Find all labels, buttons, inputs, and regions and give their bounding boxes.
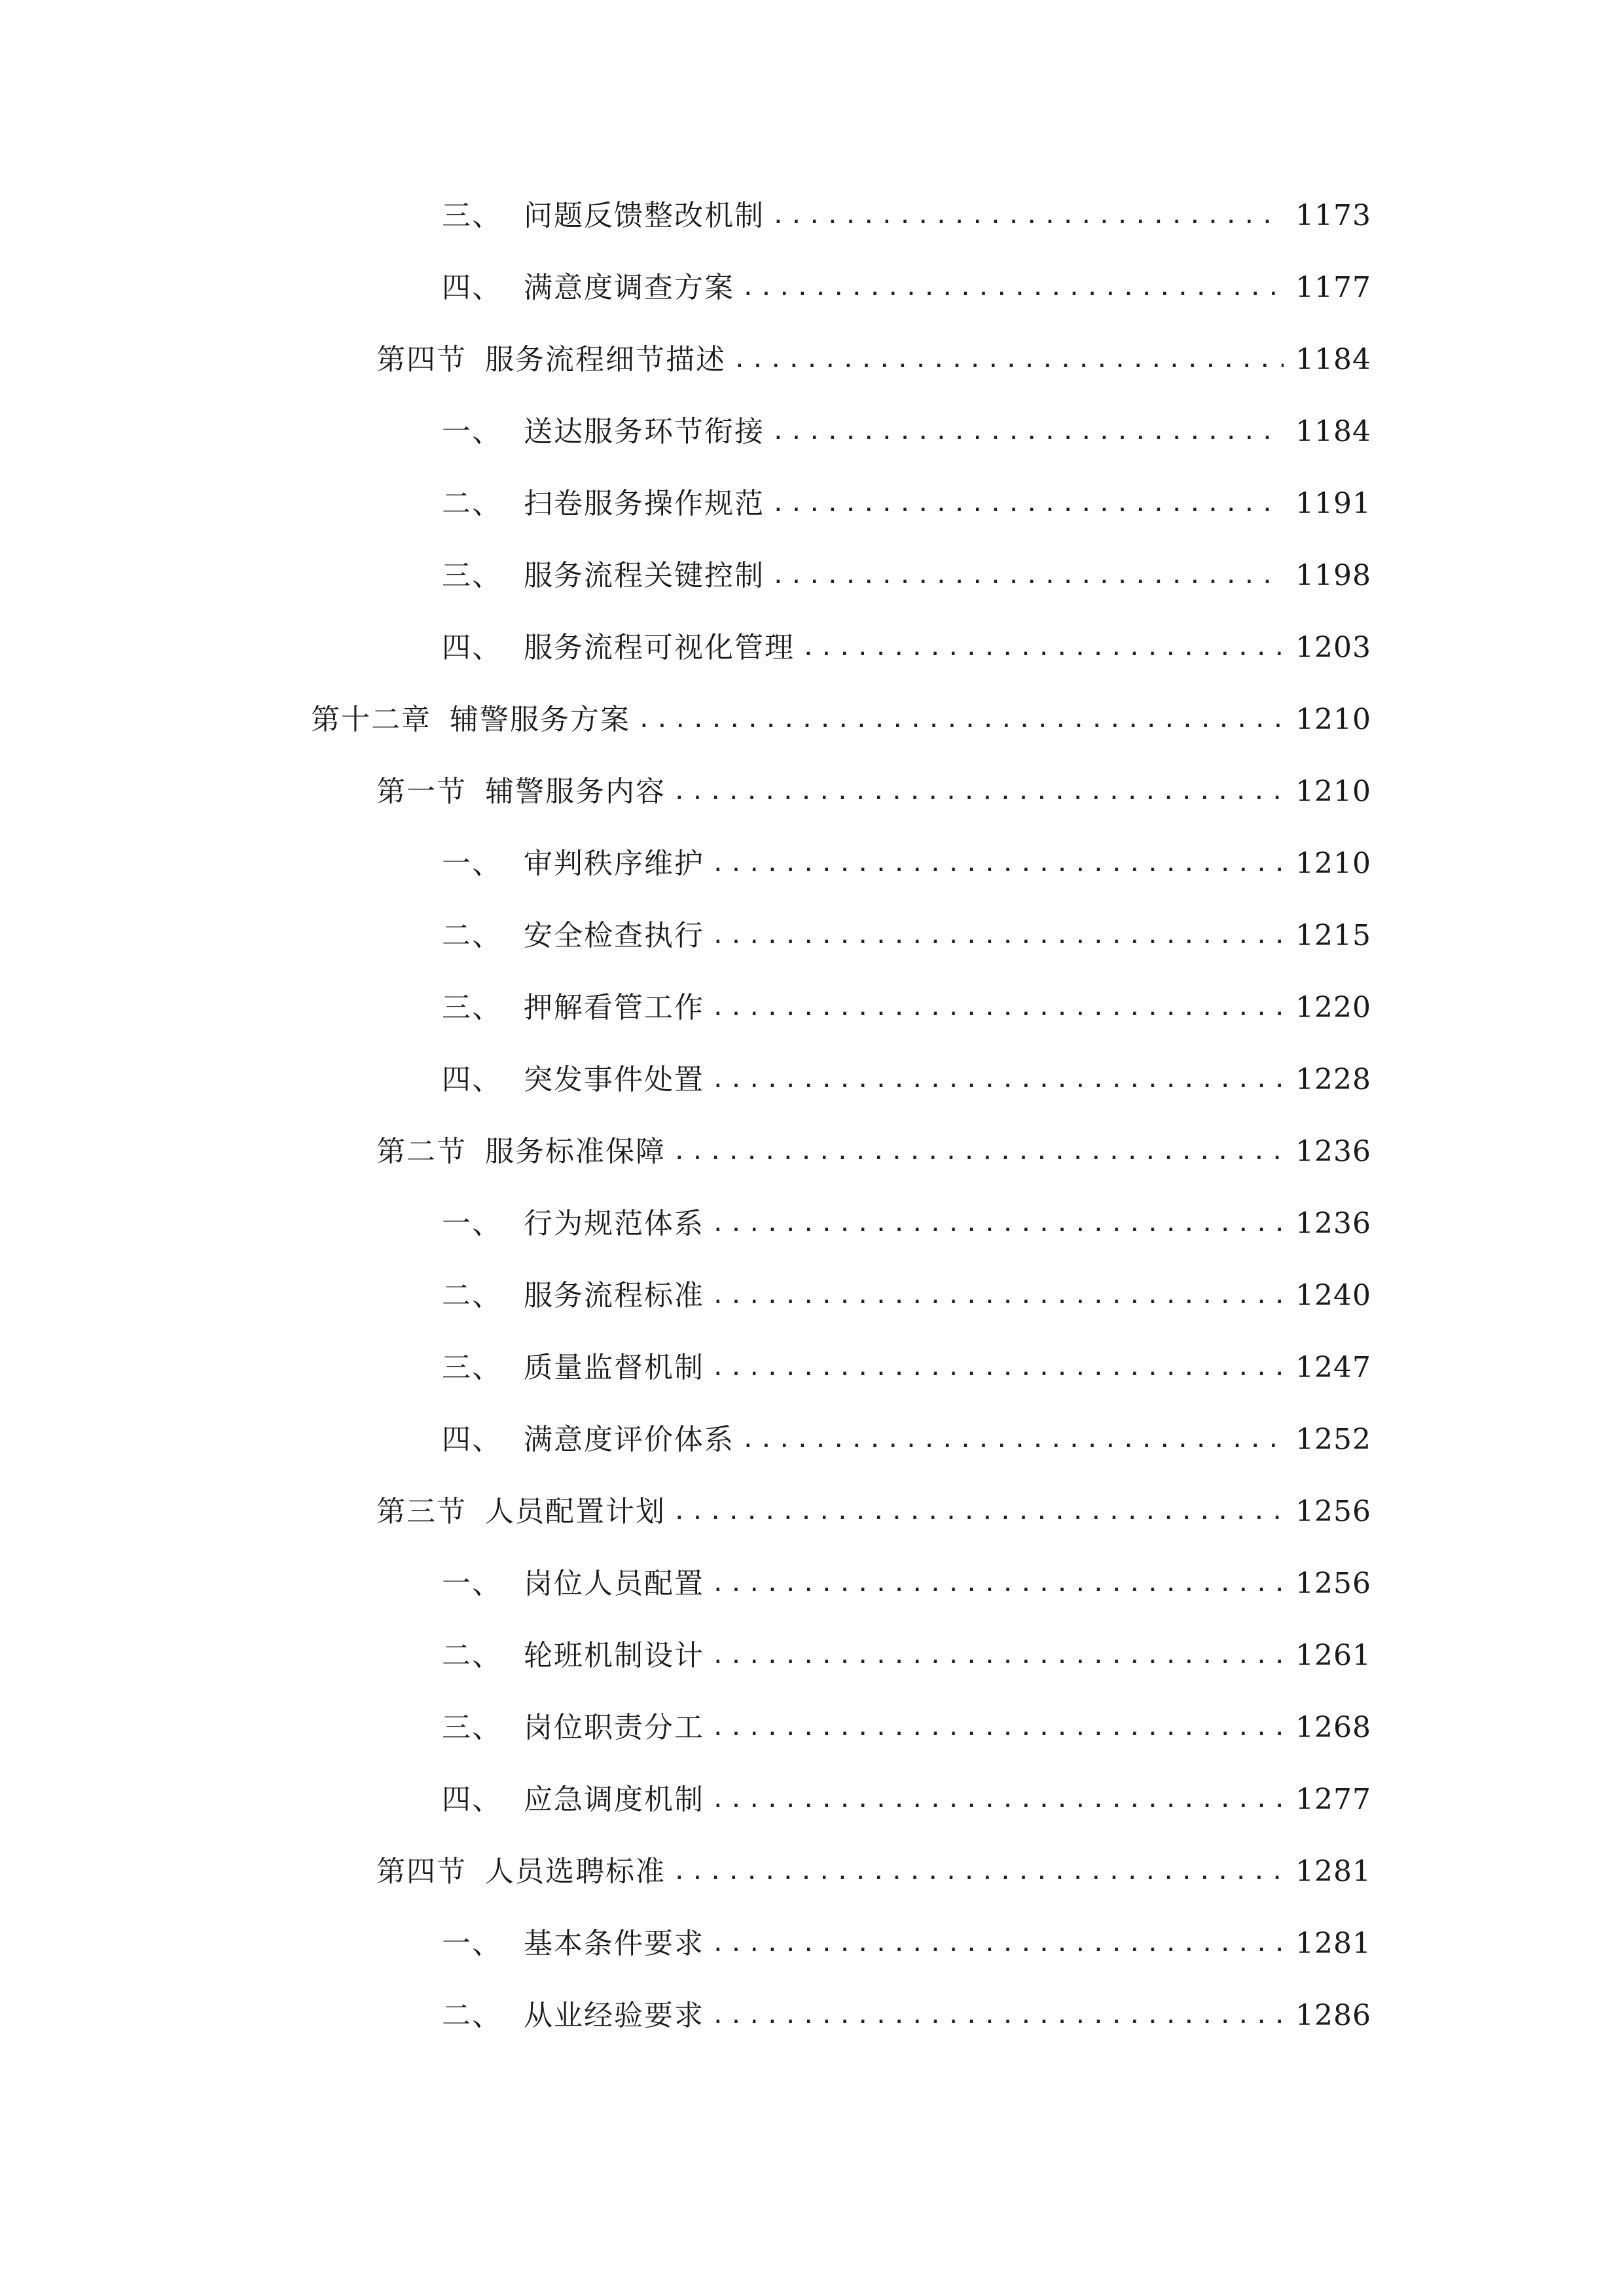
toc-entry-title: 从业经验要求 [524,1999,704,2032]
toc-entry-title: 轮班机制设计 [524,1639,704,1672]
toc-entry-number: 二、 [442,1279,502,1312]
toc-dot-leader [711,1990,1284,2042]
toc-page-number: 1286 [1295,1999,1371,2032]
toc-entry-title: 扫卷服务操作规范 [524,487,765,520]
toc-page-number: 1203 [1295,631,1371,664]
toc-page-number: 1247 [1295,1351,1371,1384]
toc-dot-leader [672,1126,1284,1178]
toc-section-entry[interactable] [376,1486,1371,1538]
toc-entry[interactable] [442,550,1371,602]
toc-page-number: 1210 [1295,775,1371,808]
toc-entry[interactable] [442,190,1371,242]
toc-entry-number: 一、 [442,415,502,448]
toc-entry[interactable] [442,982,1371,1034]
toc-entry-number: 四、 [442,1783,502,1816]
toc-dot-leader [672,1846,1284,1898]
toc-entry[interactable] [442,1990,1371,2042]
toc-entry-number: 三、 [442,1711,502,1744]
toc-entry[interactable] [442,838,1371,890]
toc-page-number: 1220 [1295,991,1371,1024]
toc-dot-leader [741,1414,1284,1466]
toc-entry-number: 三、 [442,199,502,232]
toc-dot-leader [732,334,1284,386]
toc-page-number: 1228 [1295,1063,1371,1096]
toc-section-number: 第一节 [376,775,467,808]
toc-section-entry[interactable] [376,1846,1371,1898]
toc-chapter-number: 第十二章 [311,703,431,736]
toc-entry-title: 应急调度机制 [524,1783,704,1816]
toc-entry[interactable] [442,1270,1371,1322]
toc-dot-leader [711,1342,1284,1394]
toc-page-number: 1210 [1295,847,1371,880]
toc-entry-number: 四、 [442,1063,502,1096]
toc-page-number: 1191 [1295,487,1371,520]
toc-section-number: 第三节 [376,1495,467,1528]
toc-page-number: 1268 [1295,1711,1371,1744]
toc-entry-number: 二、 [442,1999,502,2032]
toc-entry-title: 行为规范体系 [524,1207,704,1240]
toc-entry-number: 三、 [442,559,502,592]
toc-section-number: 第四节 [376,343,467,376]
toc-entry[interactable] [442,478,1371,530]
toc-dot-leader [711,982,1284,1034]
toc-entry[interactable] [442,1558,1371,1610]
toc-entry-title: 服务流程可视化管理 [524,631,795,664]
toc-entry-number: 四、 [442,631,502,664]
toc-section-title: 人员选聘标准 [485,1855,666,1888]
toc-section-title: 人员配置计划 [485,1495,666,1528]
toc-entry[interactable] [442,406,1371,458]
toc-page-number: 1236 [1295,1135,1371,1168]
toc-dot-leader [771,406,1284,458]
toc-entry[interactable] [442,1198,1371,1250]
toc-entry-number: 一、 [442,847,502,880]
toc-page-number: 1240 [1295,1279,1371,1312]
toc-page-number: 1256 [1295,1495,1371,1528]
toc-dot-leader [672,766,1284,818]
toc-entry[interactable] [442,1774,1371,1826]
toc-dot-leader [711,1198,1284,1250]
toc-entry-title: 岗位人员配置 [524,1567,704,1600]
toc-page-number: 1215 [1295,919,1371,952]
toc-page-number: 1256 [1295,1567,1371,1600]
toc-entry-title: 质量监督机制 [524,1351,704,1384]
toc-entry-number: 一、 [442,1207,502,1240]
toc-entry-title: 服务流程标准 [524,1279,704,1312]
toc-chapter-entry[interactable] [311,694,1371,746]
toc-page-number: 1184 [1295,415,1371,448]
toc-entry-number: 三、 [442,991,502,1024]
toc-chapter-title: 辅警服务方案 [450,703,630,736]
toc-page-number: 1210 [1295,703,1371,736]
toc-entry-number: 二、 [442,1639,502,1672]
toc-section-entry[interactable] [376,334,1371,386]
toc-section-entry[interactable] [376,1126,1371,1178]
toc-entry-number: 二、 [442,487,502,520]
toc-entry-title: 突发事件处置 [524,1063,704,1096]
toc-entry-title: 满意度评价体系 [524,1423,734,1456]
toc-entry[interactable] [442,1702,1371,1754]
toc-section-title: 服务标准保障 [485,1135,666,1168]
toc-dot-leader [711,1270,1284,1322]
toc-entry-number: 一、 [442,1567,502,1600]
toc-section-number: 第二节 [376,1135,467,1168]
toc-dot-leader [711,1918,1284,1970]
toc-entry[interactable] [442,262,1371,314]
toc-entry-number: 四、 [442,1423,502,1456]
toc-entry-title: 基本条件要求 [524,1927,704,1960]
toc-dot-leader [711,1774,1284,1826]
toc-page-number: 1184 [1295,343,1371,376]
toc-entry-title: 服务流程关键控制 [524,559,765,592]
toc-page-number: 1281 [1295,1855,1371,1888]
toc-dot-leader [711,838,1284,890]
toc-entry[interactable] [442,1414,1371,1466]
toc-entry-number: 二、 [442,919,502,952]
toc-entry-title: 押解看管工作 [524,991,704,1024]
toc-page-number: 1277 [1295,1783,1371,1816]
toc-entry[interactable] [442,1918,1371,1970]
toc-section-title: 服务流程细节描述 [485,343,726,376]
toc-section-number: 第四节 [376,1855,467,1888]
toc-entry[interactable] [442,910,1371,962]
toc-dot-leader [672,1486,1284,1538]
toc-section-entry[interactable] [376,766,1371,818]
toc-entry-title: 满意度调查方案 [524,271,734,304]
toc-page-number: 1173 [1295,199,1371,232]
toc-entry[interactable] [442,622,1371,674]
toc-entry-number: 三、 [442,1351,502,1384]
toc-dot-leader [771,190,1284,242]
toc-entry-title: 安全检查执行 [524,919,704,952]
toc-entry[interactable] [442,1342,1371,1394]
toc-entry[interactable] [442,1630,1371,1682]
toc-page-number: 1236 [1295,1207,1371,1240]
toc-entry-title: 问题反馈整改机制 [524,199,765,232]
toc-page-number: 1261 [1295,1639,1371,1672]
toc-dot-leader [771,550,1284,602]
toc-dot-leader [801,622,1284,674]
toc-page-number: 1198 [1295,559,1371,592]
toc-entry[interactable] [442,1054,1371,1106]
toc-entry-title: 岗位职责分工 [524,1711,704,1744]
toc-section-title: 辅警服务内容 [485,775,666,808]
toc-page-number: 1252 [1295,1423,1371,1456]
toc-dot-leader [711,1702,1284,1754]
toc-entry-title: 审判秩序维护 [524,847,704,880]
toc-dot-leader [637,694,1284,746]
toc-entry-number: 四、 [442,271,502,304]
toc-dot-leader [711,1558,1284,1610]
toc-dot-leader [771,478,1284,530]
toc-page-number: 1281 [1295,1927,1371,1960]
toc-dot-leader [711,1054,1284,1106]
toc-dot-leader [711,1630,1284,1682]
toc-page-number: 1177 [1295,271,1371,304]
toc-entry-title: 送达服务环节衔接 [524,415,765,448]
toc-dot-leader [711,910,1284,962]
toc-entry-number: 一、 [442,1927,502,1960]
toc-dot-leader [741,262,1284,314]
